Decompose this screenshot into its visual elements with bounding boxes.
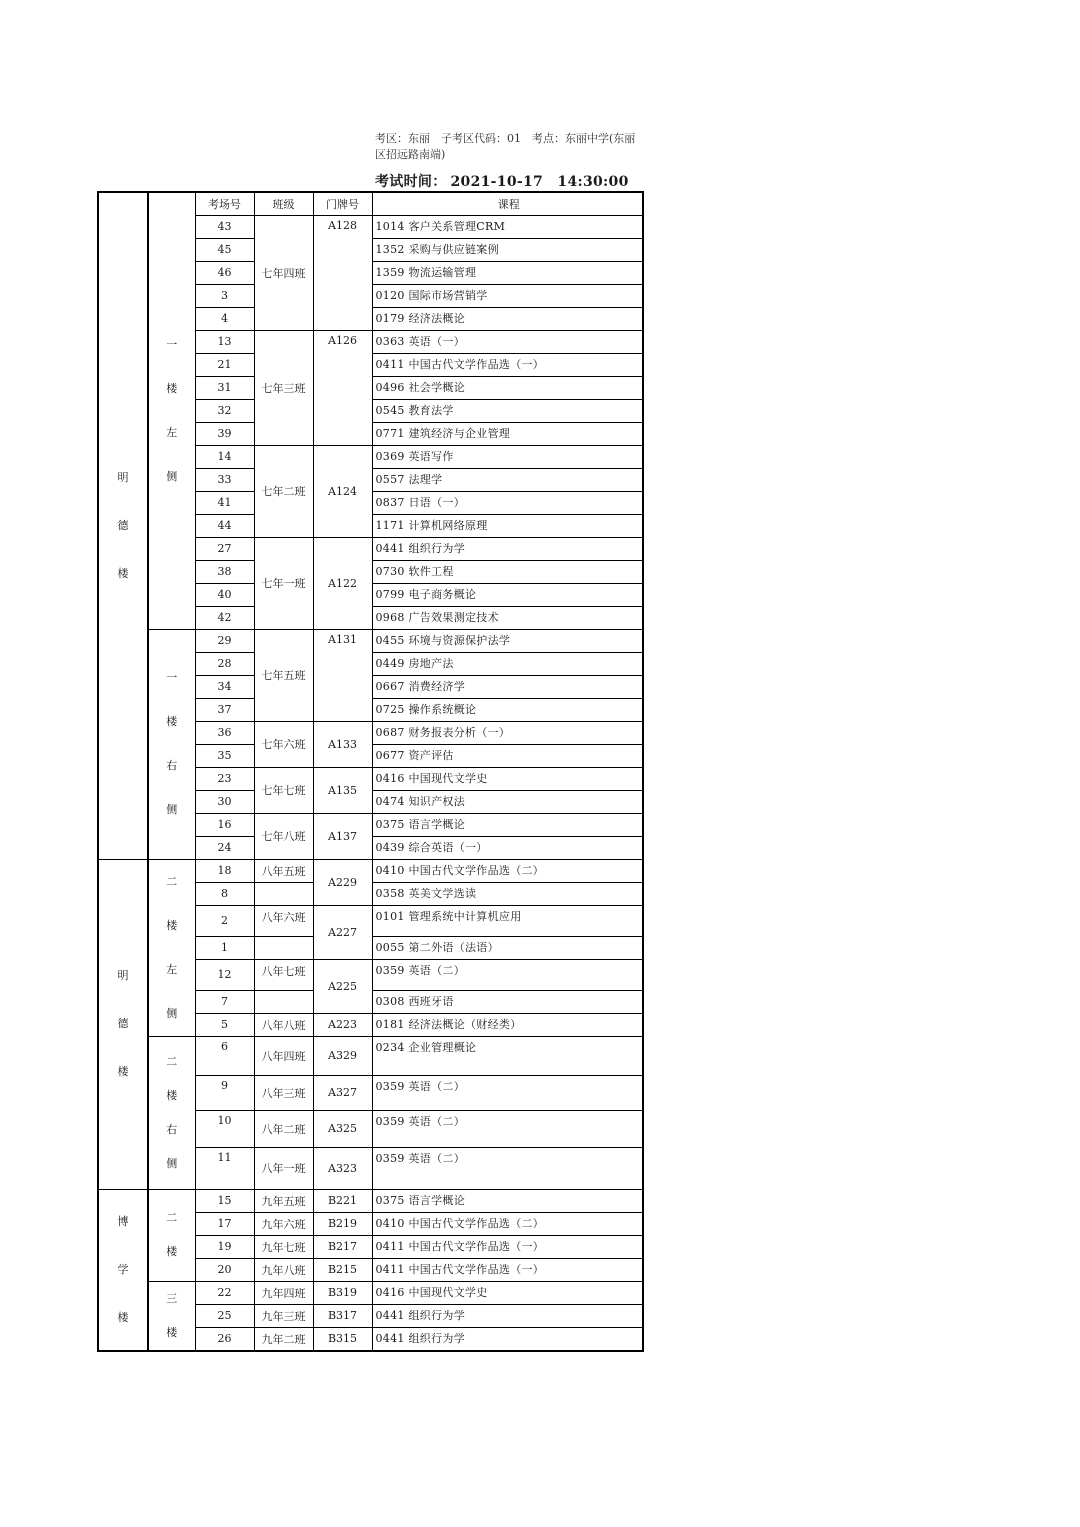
building-mingde-2: 明德楼: [98, 859, 148, 1189]
exam-room-cell: 28: [195, 652, 254, 675]
door-cell: B215: [313, 1258, 372, 1281]
exam-date: 2021-10-17: [450, 174, 544, 190]
section-floor1-right: 一楼右侧: [148, 629, 195, 859]
exam-room-cell: 15: [195, 1189, 254, 1212]
door-cell: B317: [313, 1304, 372, 1327]
course-cell: 0441 组织行为学: [372, 1304, 643, 1327]
door-cell: A124: [313, 445, 372, 537]
class-cell: 九年二班: [254, 1327, 313, 1350]
course-cell: 0101 管理系统中计算机应用: [372, 905, 643, 936]
exam-room-cell: 45: [195, 238, 254, 261]
header-door: 门牌号: [313, 192, 372, 215]
door-cell: A229: [313, 859, 372, 905]
course-cell: 0799 电子商务概论: [372, 583, 643, 606]
header-exam-room: 考场号: [195, 192, 254, 215]
course-cell: 0687 财务报表分析（一）: [372, 721, 643, 744]
section-floor2: 二楼: [148, 1189, 195, 1281]
course-cell: 1359 物流运输管理: [372, 261, 643, 284]
door-cell: A325: [313, 1110, 372, 1147]
door-cell: A128: [313, 215, 372, 330]
course-cell: 0375 语言学概论: [372, 1189, 643, 1212]
class-cell: 七年八班: [254, 813, 313, 859]
door-cell: A223: [313, 1013, 372, 1036]
exam-room-cell: 8: [195, 882, 254, 905]
course-cell: 0055 第二外语（法语）: [372, 936, 643, 959]
course-cell: 0234 企业管理概论: [372, 1036, 643, 1075]
course-cell: 0837 日语（一）: [372, 491, 643, 514]
class-cell: 八年五班: [254, 859, 313, 882]
exam-time-label: 考试时间：: [375, 174, 447, 190]
door-cell: A131: [313, 629, 372, 721]
door-cell: B319: [313, 1281, 372, 1304]
exam-room-cell: 35: [195, 744, 254, 767]
exam-room-cell: 42: [195, 606, 254, 629]
class-cell: 七年三班: [254, 330, 313, 445]
exam-room-cell: 26: [195, 1327, 254, 1350]
door-cell: B219: [313, 1212, 372, 1235]
course-cell: 0363 英语（一）: [372, 330, 643, 353]
course-cell: 0968 广告效果测定技术: [372, 606, 643, 629]
class-cell: 七年二班: [254, 445, 313, 537]
exam-room-cell: 13: [195, 330, 254, 353]
course-cell: 1171 计算机网络原理: [372, 514, 643, 537]
class-cell: 七年七班: [254, 767, 313, 813]
course-cell: 0439 综合英语（一）: [372, 836, 643, 859]
exam-room-cell: 41: [195, 491, 254, 514]
class-cell: 九年四班: [254, 1281, 313, 1304]
course-cell: 0179 经济法概论: [372, 307, 643, 330]
course-cell: 0375 语言学概论: [372, 813, 643, 836]
course-cell: 0181 经济法概论（财经类）: [372, 1013, 643, 1036]
door-cell: A225: [313, 959, 372, 1013]
exam-room-cell: 16: [195, 813, 254, 836]
class-cell: 九年三班: [254, 1304, 313, 1327]
course-cell: 0369 英语写作: [372, 445, 643, 468]
exam-room-cell: 36: [195, 721, 254, 744]
course-cell: 0677 资产评估: [372, 744, 643, 767]
course-cell: 0411 中国古代文学作品选（一）: [372, 1258, 643, 1281]
class-cell: 九年七班: [254, 1235, 313, 1258]
exam-room-cell: 46: [195, 261, 254, 284]
exam-room-cell: 25: [195, 1304, 254, 1327]
course-cell: 0449 房地产法: [372, 652, 643, 675]
course-cell: 0474 知识产权法: [372, 790, 643, 813]
course-cell: 0358 英美文学选读: [372, 882, 643, 905]
course-cell: 0441 组织行为学: [372, 1327, 643, 1350]
exam-room-cell: 32: [195, 399, 254, 422]
exam-room-cell: 44: [195, 514, 254, 537]
section-floor1-left: 一楼左侧: [148, 192, 195, 629]
door-cell: A329: [313, 1036, 372, 1075]
class-cell: 九年五班: [254, 1189, 313, 1212]
exam-room-cell: 22: [195, 1281, 254, 1304]
course-cell: 0725 操作系统概论: [372, 698, 643, 721]
course-cell: 0359 英语（二）: [372, 1075, 643, 1110]
class-cell: 八年六班: [254, 905, 313, 936]
door-cell: A227: [313, 905, 372, 959]
course-cell: 0771 建筑经济与企业管理: [372, 422, 643, 445]
exam-room-cell: 23: [195, 767, 254, 790]
course-cell: 1352 采购与供应链案例: [372, 238, 643, 261]
class-cell: 九年六班: [254, 1212, 313, 1235]
exam-room-cell: 2: [195, 905, 254, 936]
course-cell: 0416 中国现代文学史: [372, 767, 643, 790]
door-cell: A126: [313, 330, 372, 445]
course-cell: 1014 客户关系管理CRM: [372, 215, 643, 238]
exam-room-cell: 31: [195, 376, 254, 399]
exam-room-cell: 30: [195, 790, 254, 813]
class-cell: 八年一班: [254, 1147, 313, 1189]
door-cell: A323: [313, 1147, 372, 1189]
course-cell: 0411 中国古代文学作品选（一）: [372, 1235, 643, 1258]
building-mingde-1: 明德楼: [98, 192, 148, 859]
class-cell: 七年五班: [254, 629, 313, 721]
course-cell: 0410 中国古代文学作品选（二）: [372, 859, 643, 882]
exam-room-cell: 14: [195, 445, 254, 468]
door-cell: B221: [313, 1189, 372, 1212]
exam-room-cell: 29: [195, 629, 254, 652]
exam-site-info: 考区：东丽 子考区代码：01 考点：东丽中学(东丽区招远路南端): [375, 132, 636, 161]
section-floor2-left: 二楼左侧: [148, 859, 195, 1036]
exam-room-cell: 24: [195, 836, 254, 859]
exam-room-cell: 21: [195, 353, 254, 376]
exam-room-cell: 1: [195, 936, 254, 959]
exam-room-cell: 17: [195, 1212, 254, 1235]
course-cell: 0411 中国古代文学作品选（一）: [372, 353, 643, 376]
class-cell: 八年七班: [254, 959, 313, 990]
exam-room-cell: 11: [195, 1147, 254, 1189]
course-cell: 0359 英语（二）: [372, 1147, 643, 1189]
exam-room-cell: 40: [195, 583, 254, 606]
course-cell: 0308 西班牙语: [372, 990, 643, 1013]
door-cell: A135: [313, 767, 372, 813]
door-cell: A137: [313, 813, 372, 859]
building-boxue: 博学楼: [98, 1189, 148, 1351]
class-cell: 八年八班: [254, 1013, 313, 1036]
exam-room-cell: 7: [195, 990, 254, 1013]
door-cell: A327: [313, 1075, 372, 1110]
header-class: 班级: [254, 192, 313, 215]
class-cell: 九年八班: [254, 1258, 313, 1281]
course-cell: 0441 组织行为学: [372, 537, 643, 560]
course-cell: 0730 软件工程: [372, 560, 643, 583]
exam-room-cell: 37: [195, 698, 254, 721]
class-cell: 八年三班: [254, 1075, 313, 1110]
section-floor3: 三楼: [148, 1281, 195, 1351]
header-course: 课程: [372, 192, 643, 215]
exam-room-cell: 20: [195, 1258, 254, 1281]
exam-room-cell: 19: [195, 1235, 254, 1258]
exam-room-cell: 43: [195, 215, 254, 238]
course-cell: 0496 社会学概论: [372, 376, 643, 399]
exam-room-cell: 5: [195, 1013, 254, 1036]
class-cell: 七年四班: [254, 215, 313, 330]
exam-clock: 14:30:00: [557, 174, 629, 190]
exam-room-cell: 6: [195, 1036, 254, 1075]
door-cell: B217: [313, 1235, 372, 1258]
exam-time: [375, 171, 633, 191]
course-cell: 0410 中国古代文学作品选（二）: [372, 1212, 643, 1235]
door-cell: A122: [313, 537, 372, 629]
exam-room-cell: 38: [195, 560, 254, 583]
exam-schedule-table: [97, 191, 644, 1352]
class-cell: 七年六班: [254, 721, 313, 767]
course-cell: 0545 教育法学: [372, 399, 643, 422]
exam-room-cell: 27: [195, 537, 254, 560]
exam-room-cell: 10: [195, 1110, 254, 1147]
exam-room-cell: 33: [195, 468, 254, 491]
door-cell: B315: [313, 1327, 372, 1350]
exam-room-cell: 12: [195, 959, 254, 990]
door-cell: A133: [313, 721, 372, 767]
course-cell: 0120 国际市场营销学: [372, 284, 643, 307]
exam-room-cell: 9: [195, 1075, 254, 1110]
section-floor2-right: 二楼右侧: [148, 1036, 195, 1189]
class-cell: 七年一班: [254, 537, 313, 629]
class-cell: 八年二班: [254, 1110, 313, 1147]
exam-room-cell: 34: [195, 675, 254, 698]
exam-room-cell: 3: [195, 284, 254, 307]
course-cell: 0455 环境与资源保护法学: [372, 629, 643, 652]
course-cell: 0359 英语（二）: [372, 1110, 643, 1147]
course-cell: 0667 消费经济学: [372, 675, 643, 698]
course-cell: 0416 中国现代文学史: [372, 1281, 643, 1304]
class-cell: 八年四班: [254, 1036, 313, 1075]
exam-room-cell: 4: [195, 307, 254, 330]
course-cell: 0359 英语（二）: [372, 959, 643, 990]
course-cell: 0557 法理学: [372, 468, 643, 491]
exam-room-cell: 39: [195, 422, 254, 445]
exam-room-cell: 18: [195, 859, 254, 882]
